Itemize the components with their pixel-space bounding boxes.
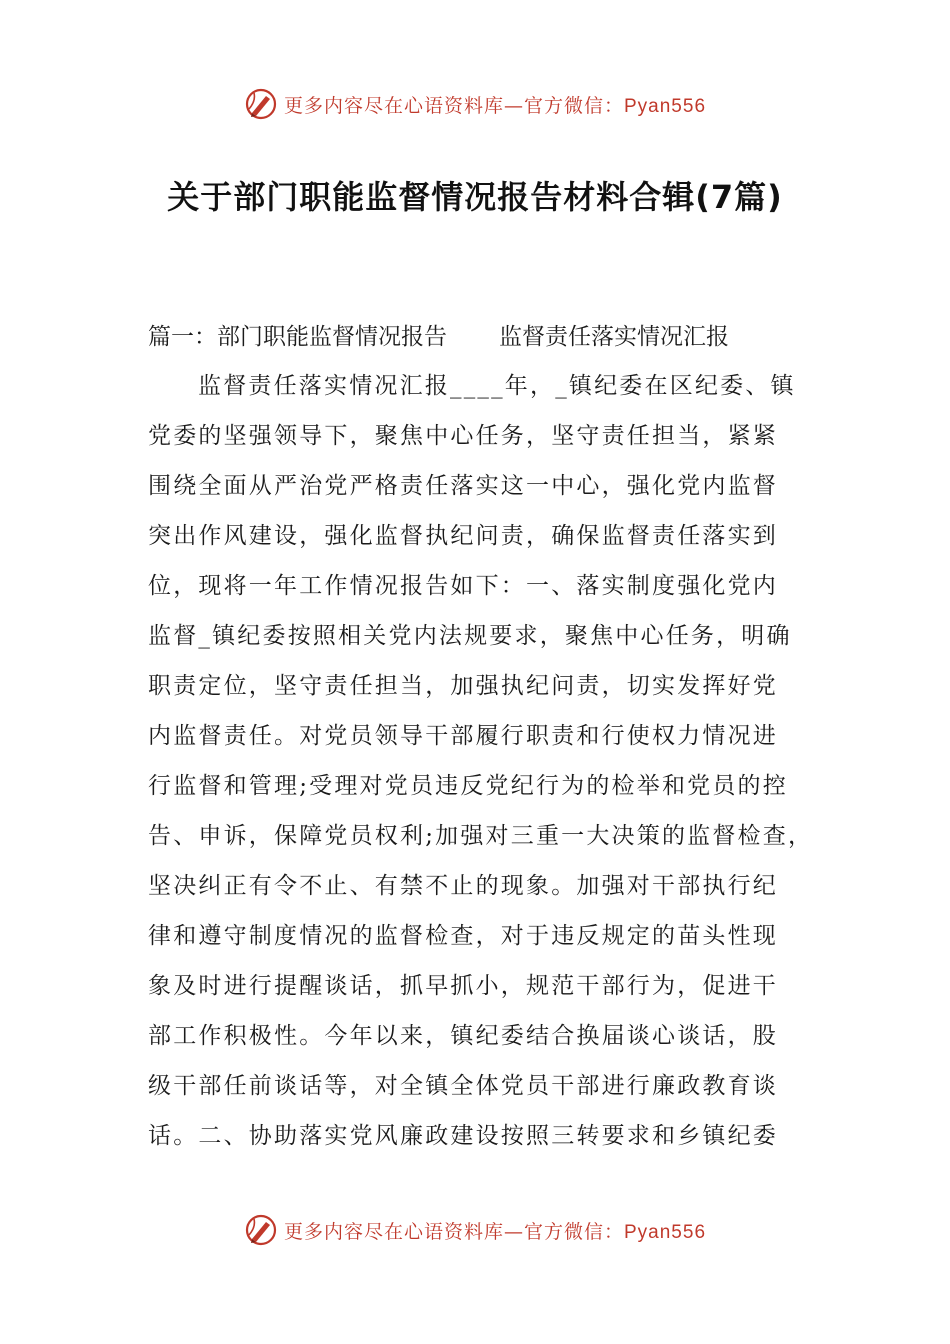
- document-title: 关于部门职能监督情况报告材料合辑(7篇): [167, 178, 783, 216]
- paragraph-line: 行监督和管理;受理对党员违反党纪行为的检举和党员的控: [148, 773, 788, 799]
- wechat-id: Pyan556: [624, 95, 707, 117]
- section-heading-label: 篇一：部门职能监督情况报告: [148, 324, 447, 350]
- body-paragraph: [148, 367, 814, 1167]
- paragraph-line: 围绕全面从严治党严格责任落实这一中心，强化党内监督: [148, 473, 778, 499]
- paragraph-line: 监督_镇纪委按照相关党内法规要求，聚焦中心任务，明确: [148, 623, 792, 649]
- paragraph-line: 内监督责任。对党员领导干部履行职责和行使权力情况进: [148, 723, 778, 749]
- paragraph-line: 党委的坚强领导下，聚焦中心任务，坚守责任担当，紧紧: [148, 423, 778, 449]
- banner-text: 更多内容尽在心语资料库—官方微信：Pyan556: [283, 94, 707, 117]
- footer-banner: [0, 1210, 950, 1250]
- paragraph-line: 坚决纠正有令不止、有禁不止的现象。加强对干部执行纪: [148, 873, 778, 899]
- pen-logo-icon: [244, 87, 278, 121]
- paragraph-line: 部工作积极性。今年以来，镇纪委结合换届谈心谈话，股: [148, 1023, 778, 1049]
- wechat-id: Pyan556: [624, 1221, 707, 1243]
- banner-text: 更多内容尽在心语资料库—官方微信：Pyan556: [283, 1220, 707, 1243]
- header-banner: [0, 84, 950, 124]
- paragraph-line: 话。二、协助落实党风廉政建设按照三转要求和乡镇纪委: [148, 1123, 778, 1149]
- section-heading: [148, 318, 729, 351]
- paragraph-line: 象及时进行提醒谈话，抓早抓小，规范干部行为，促进干: [148, 973, 778, 999]
- paragraph-line: 位，现将一年工作情况报告如下：一、落实制度强化党内: [148, 573, 778, 599]
- paragraph-line: 律和遵守制度情况的监督检查，对于违反规定的苗头性现: [148, 923, 778, 949]
- paragraph-line: 级干部任前谈话等，对全镇全体党员干部进行廉政教育谈: [148, 1073, 778, 1099]
- section-subheading: 监督责任落实情况汇报: [499, 324, 729, 350]
- paragraph-line: 告、申诉，保障党员权利;加强对三重一大决策的监督检查，: [148, 823, 814, 849]
- paragraph-line: 职责定位，坚守责任担当，加强执纪问责，切实发挥好党: [148, 673, 778, 699]
- paragraph-line: 突出作风建设，强化监督执纪问责，确保监督责任落实到: [148, 523, 778, 549]
- paragraph-line: 监督责任落实情况汇报____年，_镇纪委在区纪委、镇: [198, 373, 796, 399]
- pen-logo-icon: [244, 1213, 278, 1247]
